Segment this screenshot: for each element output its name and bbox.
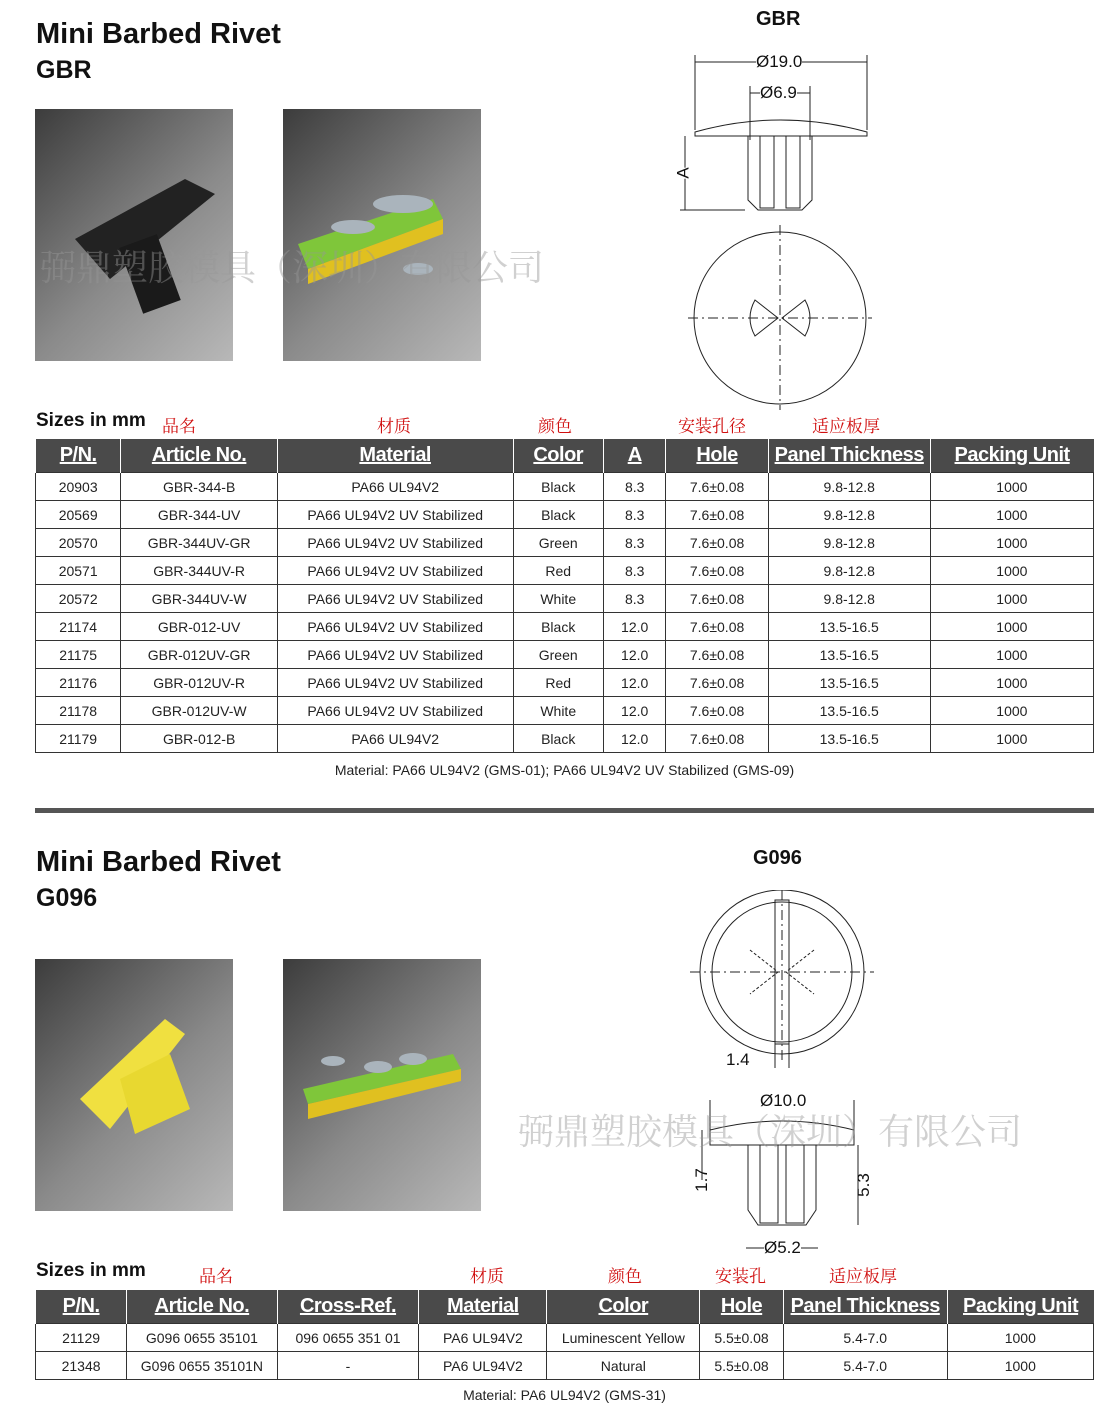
table-cell: G096 0655 35101 [127,1324,278,1352]
table-cell: 9.8-12.8 [768,529,930,557]
table-cell: GBR-012-UV [121,613,278,641]
table-cell: 9.8-12.8 [768,557,930,585]
table-cell: PA66 UL94V2 UV Stabilized [277,613,513,641]
table-cell: 12.0 [603,669,666,697]
table-cell: PA66 UL94V2 UV Stabilized [277,641,513,669]
table-cell: 7.6±0.08 [666,501,768,529]
table-cell: 12.0 [603,725,666,753]
table-row [36,557,1094,585]
table-cell: G096 0655 35101N [127,1352,278,1380]
table-cell: GBR-344-B [121,473,278,501]
table-cell: White [513,697,603,725]
column-header: Material [277,439,513,473]
dim-shank-diameter: Ø5.2 [764,1238,801,1257]
table-cell: Black [513,473,603,501]
table-row [36,725,1094,753]
table-cell: Green [513,529,603,557]
product-title: Mini Barbed Rivet [36,846,281,878]
column-header: Article No. [121,439,278,473]
table-cell: GBR-012UV-GR [121,641,278,669]
column-header: Packing Unit [930,439,1093,473]
cn-label: 安装孔径 [678,417,746,437]
table-cell: 12.0 [603,641,666,669]
table-cell: Red [513,557,603,585]
table-cell: 1000 [930,669,1093,697]
column-header: P/N. [36,1290,127,1324]
table-cell: 8.3 [603,529,666,557]
table-cell: 20903 [36,473,121,501]
table-cell: 096 0655 351 01 [277,1324,419,1352]
product-title: Mini Barbed Rivet [36,18,281,50]
table-cell: PA6 UL94V2 [419,1324,547,1352]
table-header-row [36,439,1094,473]
dim-outer-diameter: Ø19.0 [756,52,803,71]
product-photo-installed-rivets [283,959,481,1211]
table-cell: 13.5-16.5 [768,725,930,753]
cn-label: 适应板厚 [829,1267,897,1287]
column-header: P/N. [36,439,121,473]
table-cell: PA66 UL94V2 [277,725,513,753]
column-header: A [603,439,666,473]
table-cell: Green [513,641,603,669]
table-cell: 20569 [36,501,121,529]
table-cell: 21175 [36,641,121,669]
cn-label: 材质 [470,1267,504,1287]
dim-a: A [673,167,693,179]
table-row [36,697,1094,725]
table-row [36,529,1094,557]
table-cell: 5.5±0.08 [700,1352,784,1380]
product-photo-black-rivet [35,109,233,361]
table-cell: - [277,1352,419,1380]
table-row [36,473,1094,501]
table-cell: 7.6±0.08 [666,725,768,753]
table-cell: Red [513,669,603,697]
material-note: Material: PA66 UL94V2 (GMS-01); PA66 UL94V2 UV Stabilized (GMS-09) [334,762,795,778]
table-cell: 7.6±0.08 [666,529,768,557]
table-cell: 21178 [36,697,121,725]
cn-label: 材质 [377,417,411,437]
table-cell: 9.8-12.8 [768,473,930,501]
table-row [36,1324,1094,1352]
table-header-row [36,1290,1094,1324]
table-cell: Black [513,725,603,753]
table-cell: 5.4-7.0 [783,1352,947,1380]
table-cell: 7.6±0.08 [666,669,768,697]
table-cell: 1000 [930,725,1093,753]
product-code: GBR [36,56,92,84]
cn-label: 品名 [199,1267,233,1287]
table-cell: 1000 [930,697,1093,725]
column-header: Color [513,439,603,473]
table-cell: 21179 [36,725,121,753]
dim-slot-width: 1.4 [726,1050,750,1069]
dim-shank-length: 5.3 [853,1173,873,1197]
table-cell: PA66 UL94V2 [277,473,513,501]
table-cell: 1000 [930,641,1093,669]
table-cell: 13.5-16.5 [768,613,930,641]
product-code: G096 [36,884,98,912]
table-cell: 20570 [36,529,121,557]
table-cell: GBR-012UV-W [121,697,278,725]
table-row [36,1352,1094,1380]
cn-label: 适应板厚 [812,417,880,437]
table-row [36,669,1094,697]
table-cell: 13.5-16.5 [768,697,930,725]
drawing-title: GBR [756,8,801,30]
cn-label: 品名 [162,417,196,437]
table-cell: 9.8-12.8 [768,501,930,529]
table-cell: PA66 UL94V2 UV Stabilized [277,557,513,585]
table-cell: 8.3 [603,585,666,613]
column-header: Panel Thickness [783,1290,947,1324]
g096-technical-drawing [690,890,890,1260]
table-cell: 1000 [947,1352,1093,1380]
table-cell: PA6 UL94V2 [419,1352,547,1380]
column-header: Cross-Ref. [277,1290,419,1324]
sizes-label: Sizes in mm [36,1260,146,1281]
table-cell: 1000 [930,557,1093,585]
sizes-label: Sizes in mm [36,410,146,431]
table-cell: PA66 UL94V2 UV Stabilized [277,697,513,725]
table-cell: GBR-012-B [121,725,278,753]
column-header: Material [419,1290,547,1324]
table-cell: 1000 [930,501,1093,529]
column-header: Hole [700,1290,784,1324]
table-row [36,501,1094,529]
column-header: Color [547,1290,700,1324]
sizes-table-gbr [35,439,1094,753]
table-cell: Luminescent Yellow [547,1324,700,1352]
table-cell: GBR-344UV-GR [121,529,278,557]
watermark: 弼鼎塑胶模具（深圳）有限公司 [518,1112,1023,1153]
table-cell: 13.5-16.5 [768,641,930,669]
table-cell: 20572 [36,585,121,613]
table-cell: 7.6±0.08 [666,697,768,725]
table-cell: 7.6±0.08 [666,557,768,585]
column-header: Packing Unit [947,1290,1093,1324]
table-cell: 1000 [947,1324,1093,1352]
table-cell: 5.4-7.0 [783,1324,947,1352]
table-cell: Black [513,613,603,641]
table-cell: 7.6±0.08 [666,585,768,613]
table-cell: 13.5-16.5 [768,669,930,697]
table-cell: 12.0 [603,697,666,725]
table-cell: 1000 [930,529,1093,557]
table-cell: Natural [547,1352,700,1380]
table-cell: 21176 [36,669,121,697]
table-cell: 20571 [36,557,121,585]
table-cell: 1000 [930,585,1093,613]
table-cell: 8.3 [603,501,666,529]
product-photo-installed-rivets [283,109,481,361]
dim-head-height: 1.7 [691,1168,711,1192]
section-divider [35,808,1094,813]
column-header: Panel Thickness [768,439,930,473]
table-row [36,585,1094,613]
watermark: 弼鼎塑胶模具（深圳）有限公司 [40,248,545,289]
table-cell: PA66 UL94V2 UV Stabilized [277,585,513,613]
table-cell: White [513,585,603,613]
table-cell: 8.3 [603,557,666,585]
table-cell: GBR-012UV-R [121,669,278,697]
drawing-title: G096 [753,847,802,869]
sizes-table-g096 [35,1290,1094,1380]
table-row [36,641,1094,669]
table-cell: GBR-344-UV [121,501,278,529]
table-cell: GBR-344UV-R [121,557,278,585]
table-cell: 21174 [36,613,121,641]
dim-shank-diameter: Ø6.9 [760,83,797,102]
material-note: Material: PA6 UL94V2 (GMS-31) [463,1387,666,1403]
table-cell: 8.3 [603,473,666,501]
cn-label: 安装孔 [715,1267,766,1287]
table-cell: PA66 UL94V2 UV Stabilized [277,529,513,557]
dim-head-diameter: Ø10.0 [760,1091,807,1110]
table-cell: PA66 UL94V2 UV Stabilized [277,501,513,529]
table-cell: PA66 UL94V2 UV Stabilized [277,669,513,697]
table-cell: 9.8-12.8 [768,585,930,613]
column-header: Article No. [127,1290,278,1324]
table-cell: 1000 [930,473,1093,501]
column-header: Hole [666,439,768,473]
table-cell: 5.5±0.08 [700,1324,784,1352]
table-cell: GBR-344UV-W [121,585,278,613]
gbr-technical-drawing [670,50,890,415]
table-cell: 7.6±0.08 [666,473,768,501]
table-cell: 12.0 [603,613,666,641]
cn-label: 颜色 [608,1267,642,1287]
table-cell: Black [513,501,603,529]
product-photo-yellow-rivet [35,959,233,1211]
table-cell: 7.6±0.08 [666,641,768,669]
table-cell: 21348 [36,1352,127,1380]
table-cell: 21129 [36,1324,127,1352]
table-row [36,613,1094,641]
cn-label: 颜色 [538,417,572,437]
table-cell: 1000 [930,613,1093,641]
table-cell: 7.6±0.08 [666,613,768,641]
